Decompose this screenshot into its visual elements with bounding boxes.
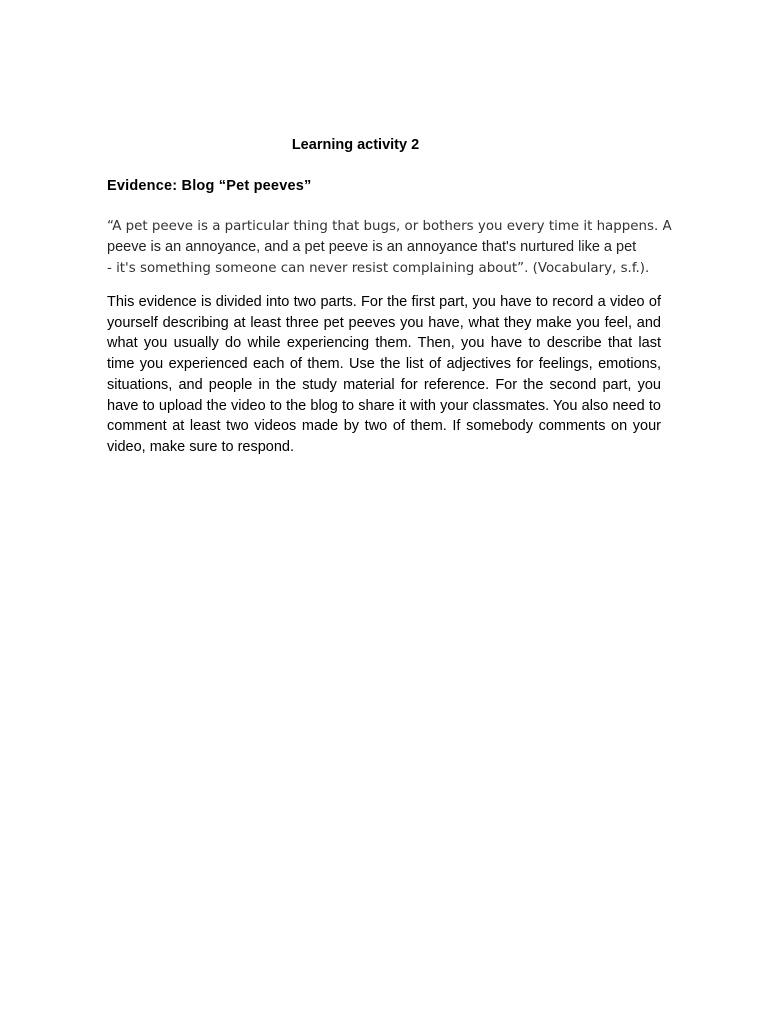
instructions-paragraph: This evidence is divided into two parts. For the first part, you have to record a video of yourself describing at least three pet peeves you have, what they make you feel, and what you usually do while experiencing them. Then, you have to describe that last time you experienced each of them. Use the list of adjectives for feelings, emotions, situations, and people in the study material for reference. For the second part, you have to upload the video to the blog to share it with your classmates. You also need to comment at least two videos made by two of them. If somebody comments on your video, make sure to respond. (107, 294, 661, 455)
evidence-heading: Evidence: Blog “Pet peeves” (107, 178, 312, 194)
definition-quote (107, 216, 672, 279)
quote-line-3: - it's something someone can never resist complaining about”. (Vocabulary, s.f.). (107, 261, 650, 276)
quote-line-2: peeve is an annoyance, and a pet peeve is an annoyance that's nurtured like a pet (107, 239, 637, 255)
quote-line-1: “A pet peeve is a particular thing that bugs, or bothers you every time it happens. A (107, 219, 672, 234)
page-title: Learning activity 2 (291, 137, 420, 153)
